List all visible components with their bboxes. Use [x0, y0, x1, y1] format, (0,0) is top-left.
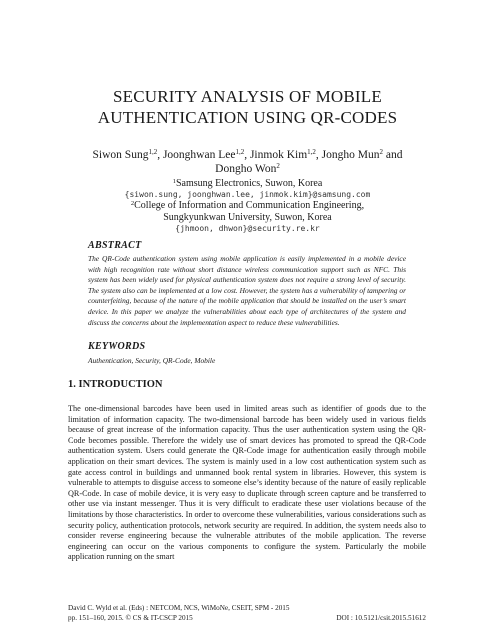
paper-title — [40, 86, 455, 128]
section-1-text: The one-dimensional barcodes have been used in limited areas such as identifier of goods due to the limitation of information capacity. The two-dimensional barcode has been widely used in various fields because of great increase of the information capacity. Thus the user authentication system using the QR-Code becomes possible. Therefore the widely use of smart devices has promoted to spread the QR-Code authentication system. Users could generate the QR-Code image for authentication easily through mobile application on their smart devices. The system is mainly used in a low cost authentication system such as gate access control in buildings and unmanned book rental system in libraries. However, this system is vulnerable to attempts to disguise access to someone else’s identity because of the nature of easily replicable QR-Code. In case of mobile device, it is very easy to duplicate through screen capture and be transferred to other use via instant messenger. Thus it is very difficult to eradicate these user violations because of the limitations by those characteristics. In order to overcome these vulnerabilities, various considerations such as security policy, authentication protocols, network security are required. In addition, the system needs also to consider reverse engineering because the vulnerable attributes of the mobile application. The reverse engineering can occur on the various components to configure the system. Particularly the mobile application running on the smart — [68, 404, 426, 562]
author-name: Joonghwan Lee — [162, 149, 236, 161]
affiliation-2-line-1: College of Information and Communication Engineering, — [134, 200, 365, 211]
keywords-heading: KEYWORDS — [88, 341, 146, 352]
title-line-2: AUTHENTICATION USING QR-CODES — [97, 108, 398, 127]
author-affiliation-marker: 1,2 — [148, 148, 158, 156]
abstract-heading: ABSTRACT — [88, 240, 142, 251]
author-affiliation-marker: 1,2 — [235, 148, 245, 156]
abstract-text: The QR-Code authentication system using mobile application is easily implemented in a mobile device with high recognition rate without short distance wireless communication support such as NFC. This system has been widely used for physical authentication system does not require a strong level of security. The system also can be implemented at a low cost. However, the system has a vulnerability of tampering or counterfeiting, because of the nature of the mobile application that should be installed on the user’s smart device. In this paper we analyze the vulnerabilities about each type of architectures of the system and discuss the concerns about the implementation aspect to reduce these vulnerabilities. — [88, 254, 406, 327]
affiliation-2-emails: {jhmoon, dhwon}@security.re.kr — [175, 224, 320, 233]
author-name: Jinmok Kim — [249, 149, 308, 161]
affiliation-1-text: Samsung Electronics, Suwon, Korea — [175, 178, 323, 189]
section-1-heading: 1. INTRODUCTION — [68, 379, 163, 390]
author-affiliation-marker: 2 — [379, 148, 383, 156]
footer-line-1: David C. Wyld et al. (Eds) : NETCOM, NCS, WiMoNe, CSEIT, SPM - 2015 — [68, 604, 290, 612]
author-name: Jongho Mun — [321, 149, 380, 161]
author-name: Siwon Sung — [92, 149, 149, 161]
author-affiliation-marker: 2 — [276, 162, 280, 170]
author-name: Dongho Won — [215, 163, 277, 175]
author-affiliation-marker: 1,2 — [307, 148, 316, 156]
title-line-1: SECURITY ANALYSIS OF MOBILE — [113, 87, 382, 106]
affiliation-1-marker: 1 — [172, 178, 176, 185]
footer-citation — [68, 603, 290, 623]
affiliation-2-marker: 2 — [130, 200, 135, 207]
author-list: Siwon Sung$^{1,2}$, Joonghwan Lee$^{1,2}$, Jinmok Kim$^{1,2}$, Jongho Mun$^2$ and Dongho Won$^2$ — [92, 148, 403, 175]
footer-doi: DOI : 10.5121/csit.2015.51612 — [336, 614, 426, 622]
affiliation-1 — [40, 178, 455, 190]
keywords-text: Authentication, Security, QR-Code, Mobile — [88, 356, 216, 365]
footer-line-2: pp. 151–160, 2015. © CS & IT-CSCP 2015 — [68, 614, 193, 622]
affiliation-1-emails: {siwon.sung, joonghwan.lee, jinmok.kim}@samsung.com — [124, 190, 371, 199]
affiliation-2-line-2: Sungkyunkwan University, Suwon, Korea — [163, 212, 332, 223]
affiliation-2 — [40, 200, 455, 212]
